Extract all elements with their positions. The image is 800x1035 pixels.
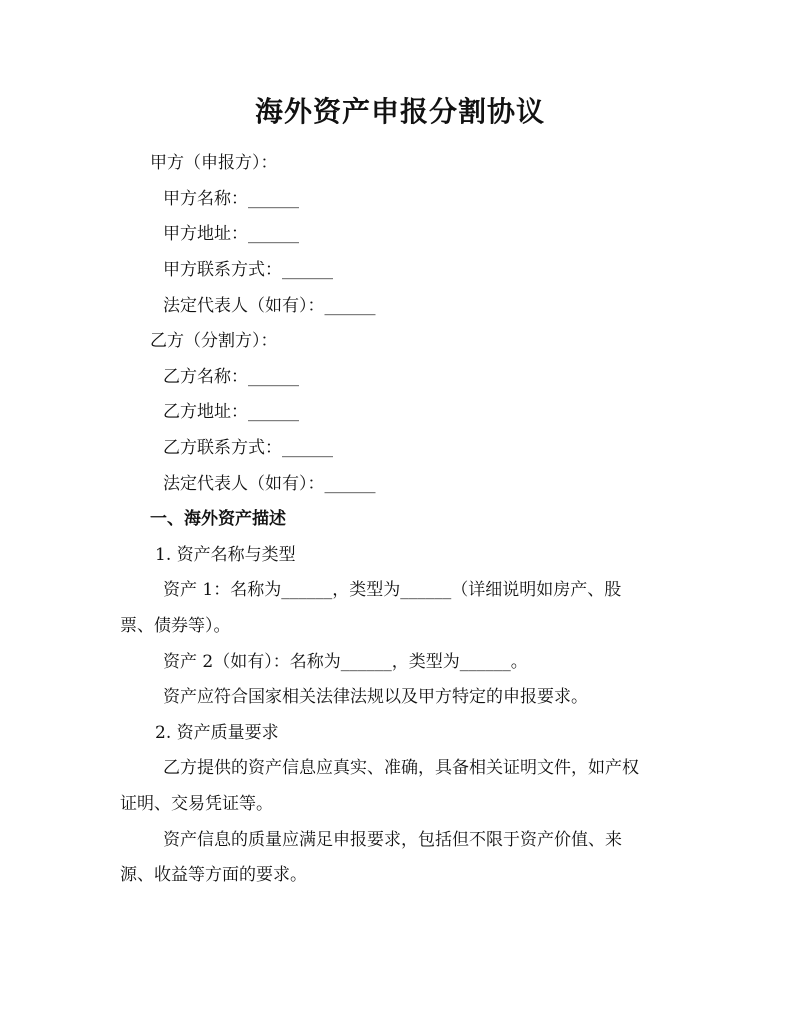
party-a-legal-rep: 法定代表人（如有）：______	[163, 296, 376, 316]
party-b-heading: 乙方（分割方）：	[150, 331, 278, 351]
subsection-2-heading: 2. 资产质量要求	[155, 723, 279, 743]
document-title: 海外资产申报分割协议	[254, 95, 545, 128]
party-b-name: 乙方名称：______	[163, 367, 299, 387]
asset-2-line: 资产 2（如有）：名称为______，类型为______。	[163, 652, 528, 672]
party-a-contact: 甲方联系方式：______	[163, 260, 333, 280]
subsection-1-heading: 1. 资产名称与类型	[155, 545, 296, 565]
party-b-legal-rep: 法定代表人（如有）：______	[163, 474, 376, 494]
party-b-contact: 乙方联系方式：______	[163, 438, 333, 458]
party-b-address: 乙方地址：______	[163, 402, 299, 422]
quality-para-2-line-1: 资产信息的质量应满足申报要求，包括但不限于资产价值、来	[163, 830, 622, 850]
party-a-name: 甲方名称：______	[163, 189, 299, 209]
asset-1-line-2: 票、债券等）。	[120, 616, 231, 636]
party-a-heading: 甲方（申报方）：	[150, 153, 278, 173]
quality-para-1-line-2: 证明、交易凭证等。	[120, 794, 273, 814]
asset-1-line-1: 资产 1：名称为______，类型为______（详细说明如房产、股	[163, 580, 622, 600]
section-1-heading: 一、海外资产描述	[150, 509, 286, 529]
compliance-line: 资产应符合国家相关法律法规以及甲方特定的申报要求。	[163, 687, 588, 707]
quality-para-1-line-1: 乙方提供的资产信息应真实、准确，具备相关证明文件，如产权	[163, 758, 639, 778]
quality-para-2-line-2: 源、收益等方面的要求。	[120, 865, 307, 885]
party-a-address: 甲方地址：______	[163, 224, 299, 244]
